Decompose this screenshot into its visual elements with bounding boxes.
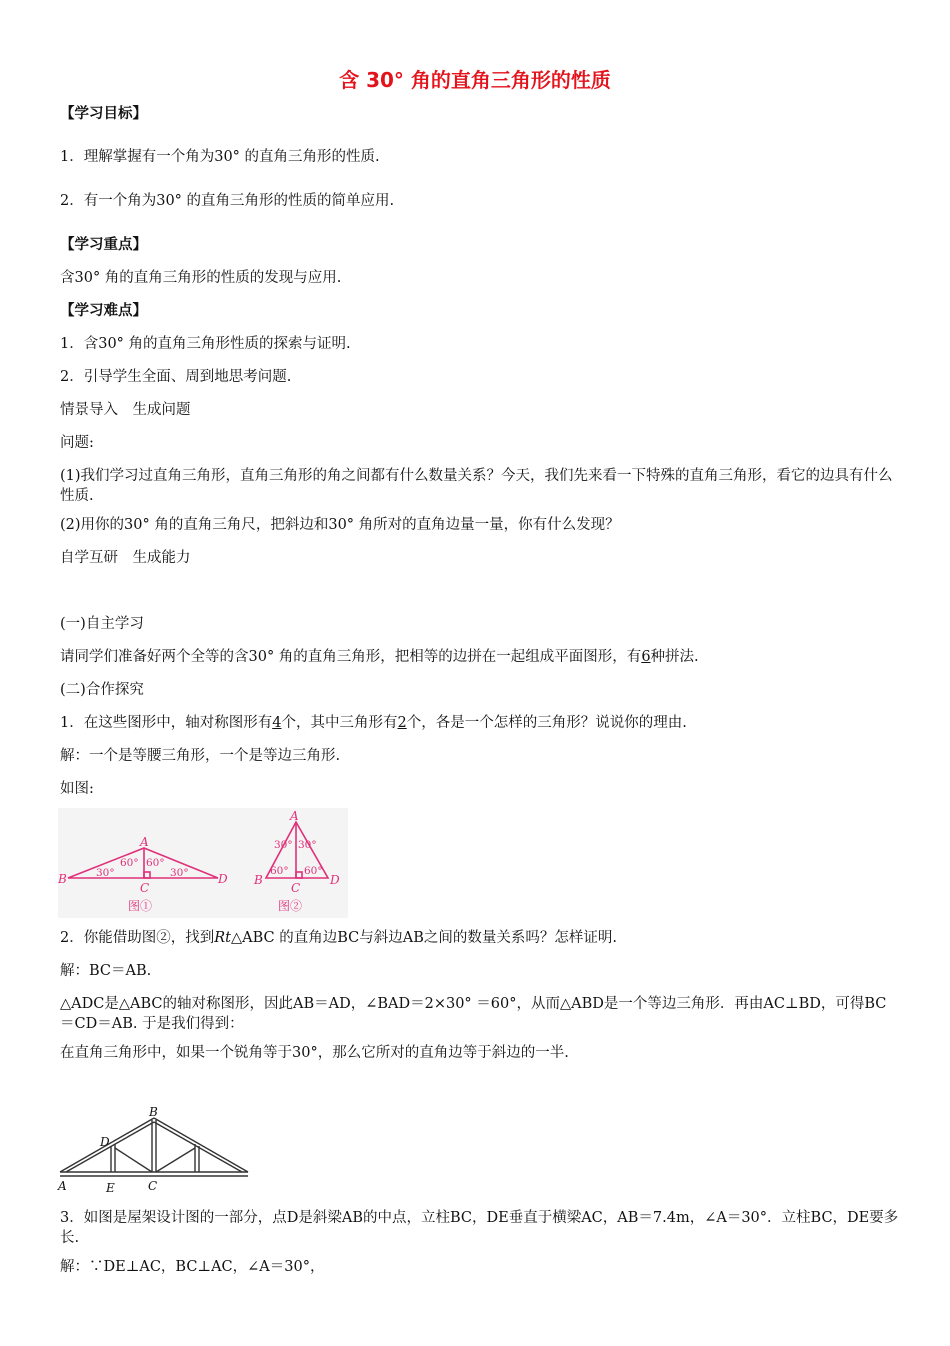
theorem-text: 在直角三角形中，如果一个锐角等于30°，那么它所对的直角边等于斜边的一半. — [60, 1045, 569, 1061]
text: △ABC 的直角边BC与斜边AB之间的数量关系吗？怎样证明. — [230, 930, 617, 946]
exercise-1 — [60, 713, 687, 733]
solution-2: 解：BC＝AB. — [60, 963, 152, 979]
fig1-angle-1: 60° — [120, 857, 139, 869]
part-2-heading: (二)合作探究 — [60, 682, 144, 698]
text: 2．你能借助图②，找到 — [60, 930, 215, 946]
text: 个，其中三角形有 — [281, 715, 398, 731]
truss-figure — [56, 1104, 252, 1196]
truss-label-c: C — [148, 1179, 158, 1193]
answer-blank: 6 — [641, 649, 651, 665]
text: 请同学们准备好两个全等的含30° 角的直角三角形，把相等的边拼在一起组成平面图形，有 — [60, 649, 642, 665]
question-1: (1)我们学习过直角三角形，直角三角形的角之间都有什么数量关系？今天，我们先来看一下特殊的直角三角形，看它的边具有什么性质. — [60, 468, 893, 504]
question-2: (2)用你的30° 角的直角三角尺，把斜边和30° 角所对的直角边量一量，你有什么发现？ — [60, 517, 620, 533]
solution-3: 解：∵DE⊥AC，BC⊥AC，∠A＝30°， — [60, 1259, 325, 1275]
answer-blank: 4 — [272, 715, 282, 731]
fig2-label-b: B — [254, 873, 263, 887]
proof-text: △ADC是△ABC的轴对称图形，因此AB＝AD，∠BAD＝2×30° ＝60°，从而△ABD是一个等边三角形．再由AC⊥BD，可得BC＝CD＝AB. 于是我们得到： — [60, 996, 887, 1032]
exercise-3: 3．如图是屋架设计图的一部分，点D是斜梁AB的中点，立柱BC，DE垂直于横梁AC，AB＝7.4m，∠A＝30°．立柱BC，DE要多长. — [60, 1210, 899, 1246]
difficulty-2: 2．引导学生全面、周到地思考问题. — [60, 369, 292, 385]
fig1-angle-3: 30° — [96, 867, 115, 879]
fig2-label-d: D — [330, 873, 340, 887]
objective-1: 1．理解掌握有一个角为30° 的直角三角形的性质. — [60, 149, 380, 165]
as-figure-label: 如图: — [60, 781, 94, 797]
text: 种拼法. — [650, 649, 699, 665]
fig2-angle-2: 30° — [298, 839, 317, 851]
fig2-label-a: A — [290, 809, 299, 823]
fig1-angle-4: 30° — [170, 867, 189, 879]
objectives-heading: 【学习目标】 — [60, 105, 147, 122]
truss-label-a: A — [58, 1179, 67, 1193]
fig2-angle-3: 60° — [270, 865, 289, 877]
truss-label-e: E — [106, 1181, 115, 1195]
fig2-caption: 图② — [278, 899, 303, 913]
part-1-heading: (一)自主学习 — [60, 616, 144, 632]
self-study-heading: 自学互研 生成能力 — [60, 550, 191, 566]
key-points-heading: 【学习重点】 — [60, 236, 147, 253]
objective-2: 2．有一个角为30° 的直角三角形的性质的简单应用. — [60, 193, 395, 209]
fig1-label-b: B — [58, 872, 67, 886]
truss-label-b: B — [149, 1105, 158, 1119]
question-heading: 问题: — [60, 435, 94, 451]
solution-1: 解：一个是等腰三角形，一个是等边三角形. — [60, 748, 341, 764]
fig1-label-c: C — [140, 881, 150, 895]
text: 个，各是一个怎样的三角形？说说你的理由. — [406, 715, 687, 731]
fig2-angle-4: 60° — [304, 865, 323, 877]
fig2-label-c: C — [291, 881, 301, 895]
rt-symbol: Rt — [214, 930, 231, 946]
triangle-figures — [58, 808, 348, 918]
fig2-angle-1: 30° — [274, 839, 293, 851]
part-1-text — [60, 647, 699, 667]
page-title: 含 30° 角的直角三角形的性质 — [339, 68, 611, 92]
fig1-caption: 图① — [128, 899, 153, 913]
key-point-1: 含30° 角的直角三角形的性质的发现与应用. — [60, 270, 342, 286]
truss-label-d: D — [100, 1135, 110, 1149]
fig1-label-d: D — [218, 872, 228, 886]
answer-blank: 2 — [397, 715, 407, 731]
scene-intro: 情景导入 生成问题 — [60, 402, 191, 418]
difficulty-1: 1．含30° 角的直角三角形性质的探索与证明. — [60, 336, 351, 352]
fig1-label-a: A — [140, 835, 149, 849]
difficulties-heading: 【学习难点】 — [60, 302, 147, 319]
fig1-angle-2: 60° — [146, 857, 165, 869]
exercise-2 — [60, 928, 617, 948]
text: 1．在这些图形中，轴对称图形有 — [60, 715, 273, 731]
